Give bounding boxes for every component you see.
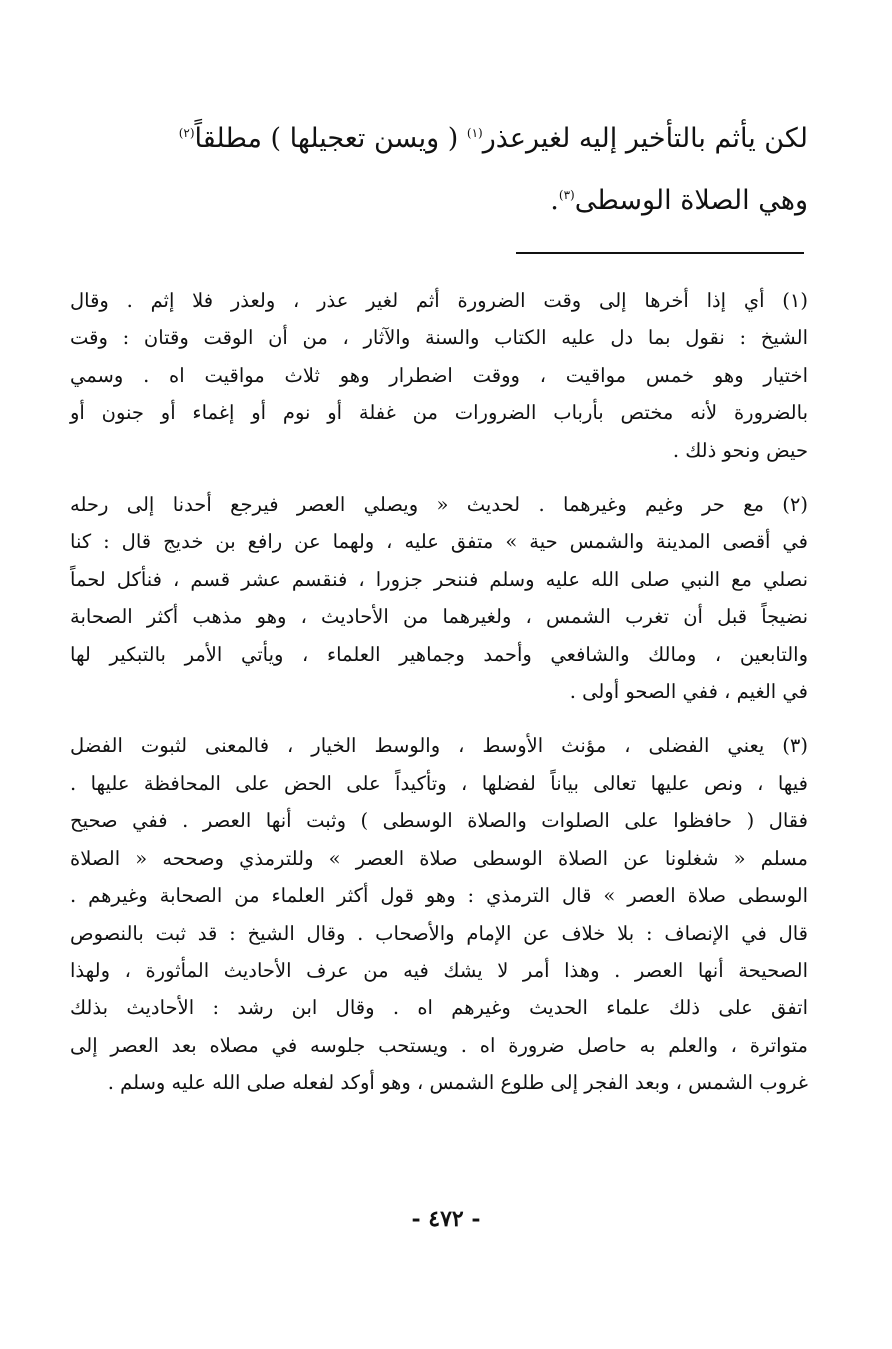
footnote-line: قال في الإنصاف : بلا خلاف عن الإمام والأصحاب . وقال الشيخ : قد ثبت بالنصوص [70,921,808,945]
footnote-line: اختيار وهو خمس مواقيت ، ووقت اضطرار وهو ثلاث مواقيت اه . وسمي [70,363,808,387]
footnote-line: نصلي مع النبي صلى الله عليه وسلم فننحر جزورا ، فنقسم عشر قسم ، فنأكل لحماً [70,567,808,591]
footnote-divider [516,252,804,254]
footnote-line: اتفق على ذلك علماء الحديث وغيرهم اه . وقال ابن رشد : الأحاديث بذلك [70,996,808,1020]
page-number: - ٤٧٢ - [411,1206,481,1232]
footnote-line: (٣) يعني الفضلى ، مؤنث الأوسط ، والوسط الخيار ، فالمعنى لثبوت الفضل [70,734,808,758]
main-text [78,108,808,232]
footnote-ref-2[interactable]: (٢) [178,126,195,140]
footnote-line: مسلم « شغلونا عن الصلاة الوسطى صلاة العصر » وللترمذي وصححه « الصلاة [70,846,808,870]
footnotes [70,282,808,1119]
footnote-ref-1[interactable]: (١) [466,126,483,140]
main-text-segment: لكن يأثم بالتأخير إليه لغيرعذر [482,123,808,154]
footnote-line: والتابعين ، ومالك والشافعي وأحمد وجماهير العلماء ، ويأتي الأمر بالتبكير لها [70,642,808,666]
footnote-line: الوسطى صلاة العصر » قال الترمذي : وهو قول أكثر العلماء من الصحابة وغيرهم . [70,884,808,908]
main-text-line-1 [78,108,808,170]
footnote-ref-3[interactable]: (٣) [558,188,575,202]
main-text-line-2 [78,170,808,232]
footnote-line: حيض ونحو ذلك . [672,438,808,462]
footnote-line: بالضرورة لأنه مختص بأرباب الضرورات من غفلة أو نوم أو إغماء أو جنون أو [70,401,808,425]
footnote-line: الشيخ : نقول بما دل عليه الكتاب والسنة والآثار ، من أن الوقت وقتان : وقت [70,326,808,350]
footnote-line: متواترة ، والعلم به حاصل ضرورة اه . ويستحب جلوسه في مصلاه بعد العصر إلى [70,1033,808,1057]
footnote-line: غروب الشمس ، وبعد الفجر إلى طلوع الشمس ، وهو أوكد لفعله صلى الله عليه وسلم . [107,1071,808,1095]
main-text-segment: ( ويسن تعجيلها ) مطلقاً [194,123,459,154]
footnote-3 [70,727,808,1101]
main-text-segment: وهي الصلاة الوسطى [574,185,808,216]
footnote-line: (١) أي إذا أخرها إلى وقت الضرورة أثم لغير عذر ، ولعذر فلا إثم . وقال [70,289,808,312]
footnote-line: في الغيم ، ففي الصحو أولى . [569,680,808,704]
footnote-1 [70,282,808,469]
footnote-line: الصحيحة أنها العصر . وهذا أمر لا يشك فيه من عرف الأحاديث المأثورة ، ولهذا [70,958,808,982]
footnote-line: فيها ، ونص عليها تعالى بياناً لفضلها ، وتأكيداً على الحض على المحافظة عليها . [70,771,808,795]
footnote-line: نضيجاً قبل أن تغرب الشمس ، ولغيرهما من الأحاديث ، وهو مذهب أكثر الصحابة [70,605,808,629]
main-text-period: . [550,185,559,216]
footnote-line: فقال ( حافظوا على الصلوات والصلاة الوسطى ) وثبت أنها العصر . ففي صحيح [70,809,808,833]
footnote-line: في أقصى المدينة والشمس حية » متفق عليه ، ولهما عن رافع بن خديج قال : كنا [70,530,808,554]
footnote-line: (٢) مع حر وغيم وغيرهما . لحديث « ويصلي العصر فيرجع أحدنا إلى رحله [70,493,808,517]
footnote-2 [70,486,808,710]
